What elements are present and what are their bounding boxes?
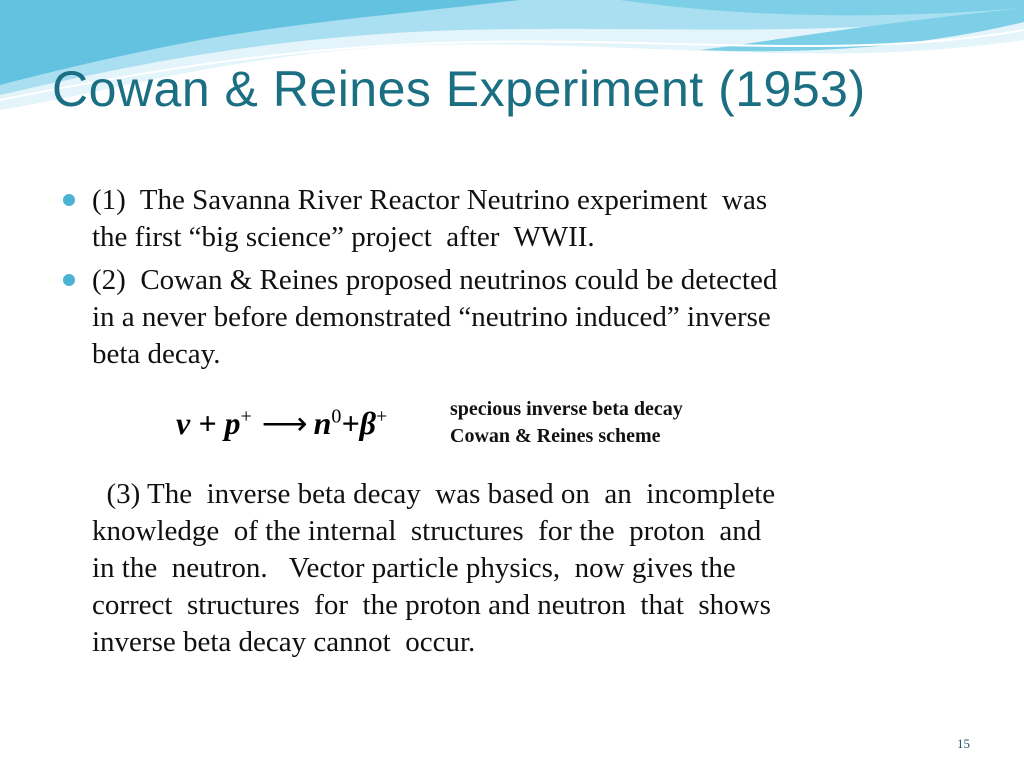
proton-symbol: p	[224, 405, 241, 441]
bullet-text: (1) The Savanna River Reactor Neutrino experiment was the first “big science” project after WWII.	[92, 184, 768, 253]
bullet-dot-icon	[63, 274, 75, 286]
bullet-text: (2) Cowan & Reines proposed neutrinos could be detected in a never before demonstrated “neutrino induced” inverse beta decay.	[92, 264, 778, 370]
slide-title: Cowan & Reines Experiment (1953)	[52, 61, 866, 117]
neutron-charge: 0	[331, 405, 342, 428]
plus-sign: +	[341, 405, 360, 441]
formula-image	[146, 386, 778, 460]
paragraph-3: (3) The inverse beta decay was based on an incomplete knowledge of the internal structures for the proton and in the neutron. Vector particle physics, now gives the correct structures for the proton and neutron that shows inverse beta decay cannot occur.	[92, 478, 776, 658]
neutrino-symbol: ν	[176, 405, 191, 441]
inverse-beta-decay-equation	[176, 404, 387, 442]
proton-charge: +	[240, 405, 252, 428]
bullet-list	[62, 182, 982, 379]
beta-charge: +	[376, 405, 388, 428]
bullet-item-2	[62, 262, 982, 373]
page-number: 15	[957, 736, 970, 751]
scheme-caption	[450, 396, 683, 450]
scheme-caption-line-1: specious inverse beta decay	[450, 398, 683, 420]
neutron-symbol: n	[313, 405, 332, 441]
bullet-item-1	[62, 182, 982, 256]
bullet-dot-icon	[63, 194, 75, 206]
plus-sign: +	[190, 405, 225, 441]
beta-symbol: β	[359, 405, 377, 441]
scheme-caption-line-2: Cowan & Reines scheme	[450, 425, 661, 447]
reaction-arrow: ⟶	[261, 405, 308, 441]
